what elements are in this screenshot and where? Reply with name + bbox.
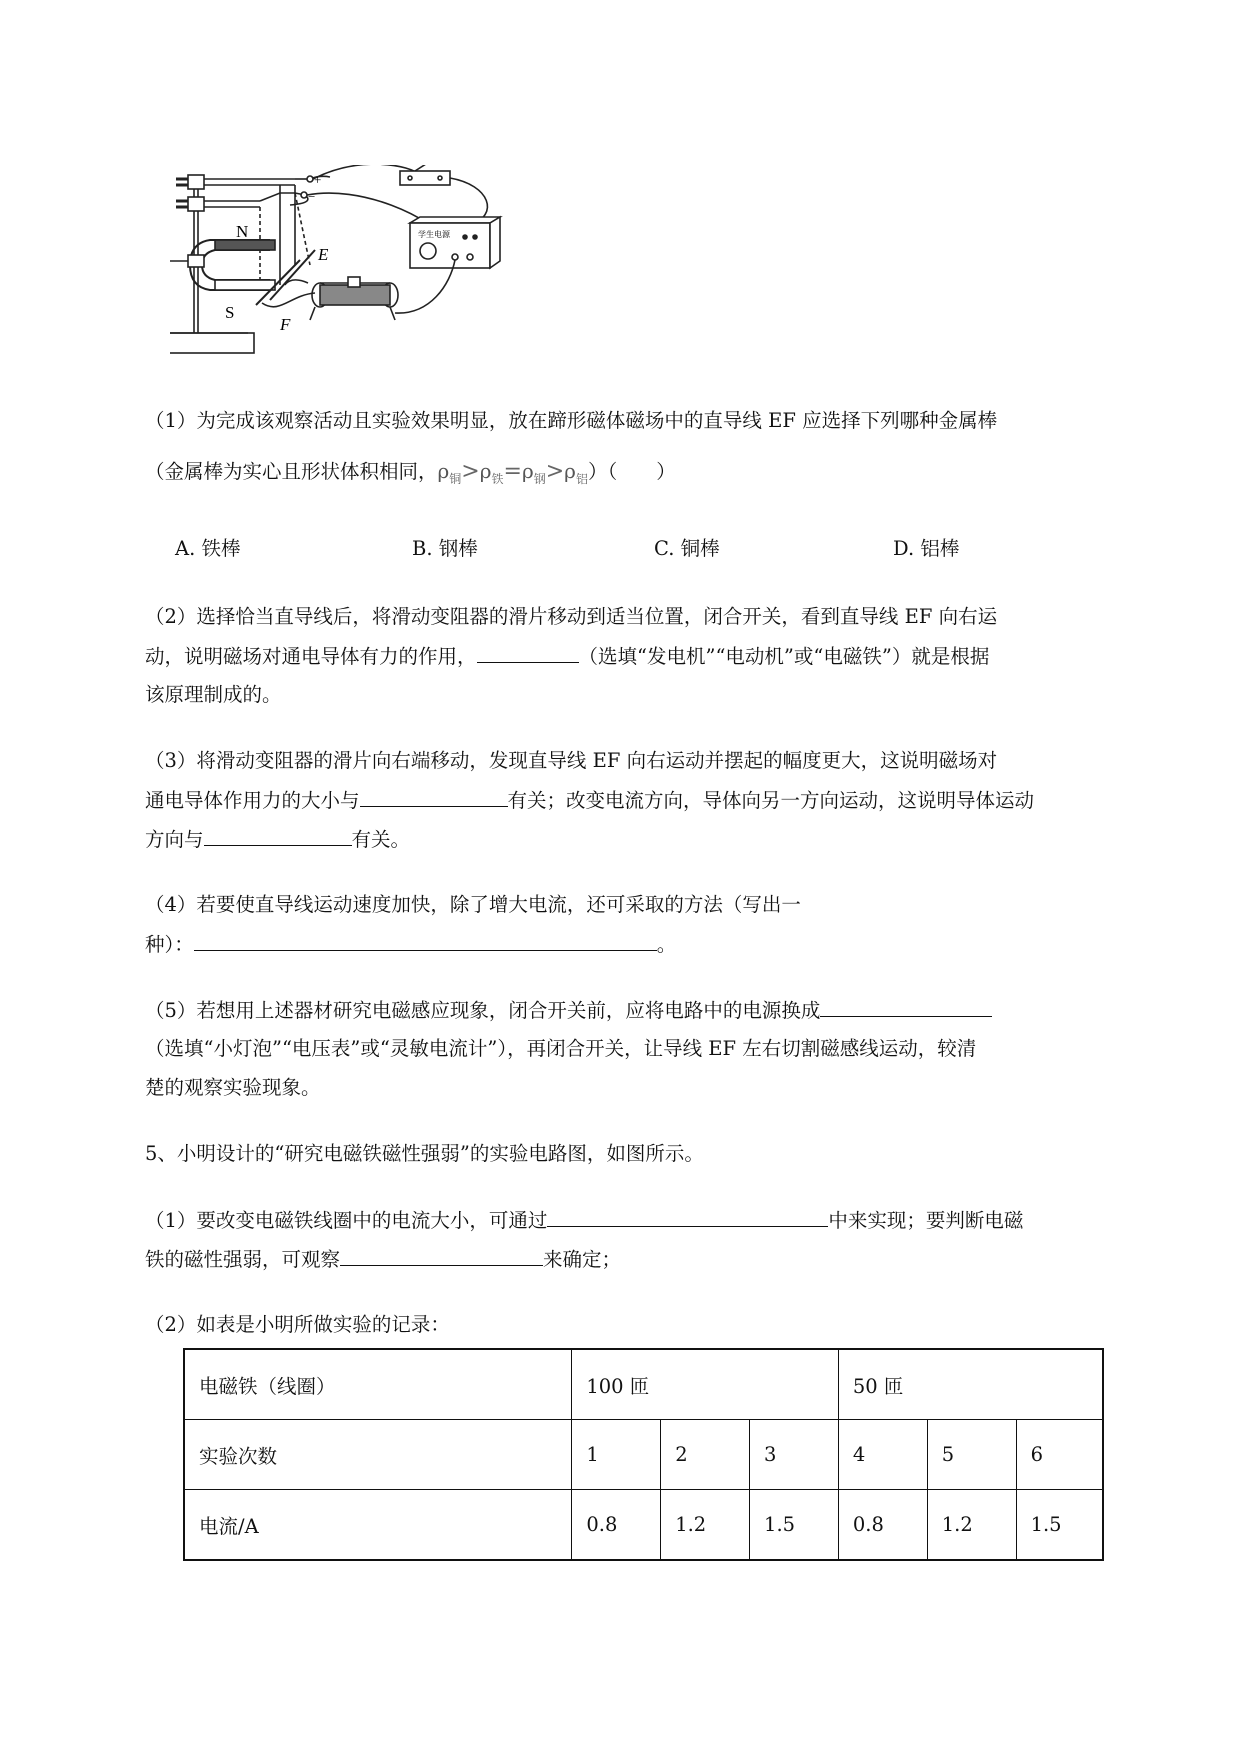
q3-line3: [145, 825, 1145, 854]
rho-aluminum-symbol: ρ: [564, 459, 576, 483]
problem5-part1-line1: [145, 1206, 1145, 1235]
experiment-record-table: [183, 1348, 1104, 1561]
q2-line2-a: 动，说明磁场对通电导体有力的作用，: [145, 645, 477, 668]
table-current-label: 电流/A: [184, 1490, 572, 1561]
table-cell: 3: [750, 1420, 839, 1490]
table-cell: 1.2: [661, 1490, 750, 1561]
rho-steel-subscript: 钢: [533, 472, 546, 486]
q2-line1: （2）选择恰当直导线后，将滑动变阻器的滑片移动到适当位置，闭合开关，看到直导线 EF 向右运: [145, 605, 998, 628]
rho-copper-symbol: ρ: [437, 459, 450, 483]
q4-line2-b: 。: [656, 933, 677, 956]
problem5-part1-line2: [145, 1245, 1145, 1274]
table-cell: 1.5: [1016, 1490, 1103, 1561]
table-cell: 5: [927, 1420, 1016, 1490]
table-group-50-turns: 50 匝: [838, 1349, 1103, 1420]
q1-line2-prefix: （金属棒为实心且形状体积相同，: [145, 460, 438, 483]
q5-line1: [145, 996, 1145, 1025]
choice-a: A. 铁棒: [175, 537, 241, 560]
table-cell: 1.5: [750, 1490, 839, 1561]
table-row-trials: [184, 1420, 1103, 1490]
greater-than-symbol: >: [545, 459, 565, 484]
greater-than-symbol: >: [461, 459, 480, 484]
rho-copper-subscript: 铜: [449, 472, 462, 486]
q5-line1-text: （5）若想用上述器材研究电磁感应现象，闭合开关前，应将电路中的电源换成: [145, 999, 821, 1022]
table-header-label: 电磁铁（线圈）: [184, 1349, 572, 1420]
table-cell: 0.8: [572, 1490, 661, 1561]
problem5-title: 5、小明设计的“研究电磁铁磁性强弱”的实验电路图，如图所示。: [145, 1142, 704, 1165]
problem5-answer-blank-2[interactable]: [340, 1245, 543, 1266]
choice-b: B. 钢棒: [412, 537, 478, 560]
rod-label-f: F: [280, 315, 291, 334]
magnet-label-s: S: [225, 303, 235, 322]
q3-line1: （3）将滑动变阻器的滑片向右端移动，发现直导线 EF 向右运动并摆起的幅度更大，这说明磁场对: [145, 749, 998, 772]
q2-line2: [145, 642, 1145, 671]
table-row-current: [184, 1490, 1103, 1561]
problem5-part2-intro: （2）如表是小明所做实验的记录：: [145, 1313, 450, 1336]
equals-symbol: =: [503, 459, 522, 484]
q1-line2: [145, 457, 1145, 493]
q1-line2-suffix: ）（ ）: [587, 460, 676, 483]
q5-line2: （选填“小灯泡”“电压表”或“灵敏电流计”），再闭合开关，让导线 EF 左右切割磁感线运动，较清: [145, 1037, 977, 1060]
rho-aluminum-subscript: 铝: [575, 472, 588, 486]
q3-line3-a: 方向与: [145, 828, 204, 851]
q1-line1: （1）为完成该观察活动且实验效果明显，放在蹄形磁体磁场中的直导线 EF 应选择下列哪种金属棒: [145, 409, 998, 432]
choice-c: C. 铜棒: [654, 537, 720, 560]
terminal-minus-label: −: [308, 189, 316, 204]
problem5-p1-line2-a: 铁的磁性强弱，可观察: [145, 1248, 341, 1271]
q4-answer-blank[interactable]: [194, 930, 657, 951]
rho-steel-symbol: ρ: [521, 459, 534, 483]
q4-line2-a: 种）：: [145, 933, 194, 956]
q2-line2-b: （选填“发电机”“电动机”或“电磁铁”）就是根据: [578, 645, 990, 668]
q4-line2: [145, 930, 1145, 959]
q3-answer-blank-2[interactable]: [204, 825, 352, 846]
problem5-p1-line2-b: 来确定；: [543, 1248, 622, 1271]
q2-line3: 该原理制成的。: [145, 683, 282, 706]
rho-iron-subscript: 铁: [491, 472, 504, 486]
magnet-label-n: N: [236, 222, 249, 241]
rho-iron-symbol: ρ: [479, 459, 492, 483]
problem5-answer-blank-1[interactable]: [547, 1206, 828, 1227]
table-cell: 6: [1016, 1420, 1103, 1490]
table-row-header: [184, 1349, 1103, 1420]
table-cell: 0.8: [838, 1490, 927, 1561]
q3-answer-blank-1[interactable]: [360, 786, 508, 807]
problem5-p1-line1-b: 中来实现；要判断电磁: [828, 1209, 1024, 1232]
q2-answer-blank[interactable]: [477, 642, 579, 663]
q4-line1: （4）若要使直导线运动速度加快，除了增大电流，还可采取的方法（写出一: [145, 893, 801, 916]
table-cell: 4: [838, 1420, 927, 1490]
q5-answer-blank[interactable]: [820, 996, 992, 1017]
table-trials-label: 实验次数: [184, 1420, 572, 1490]
choice-d: D. 铝棒: [893, 537, 960, 560]
q3-line3-b: 有关。: [351, 828, 411, 851]
table-cell: 1.2: [927, 1490, 1016, 1561]
q3-line2: [145, 786, 1145, 815]
table-group-100-turns: 100 匝: [572, 1349, 839, 1420]
q3-line2-a: 通电导体作用力的大小与: [145, 789, 360, 812]
terminal-plus-label: +: [314, 172, 322, 187]
experiment-apparatus-figure: [170, 165, 600, 365]
q5-line3: 楚的观察实验现象。: [145, 1076, 321, 1099]
table-cell: 2: [661, 1420, 750, 1490]
problem5-p1-line1-a: （1）要改变电磁铁线圈中的电流大小，可通过: [145, 1209, 548, 1232]
rod-label-e: E: [318, 245, 329, 264]
table-cell: 1: [572, 1420, 661, 1490]
power-supply-label: 学生电源: [418, 230, 450, 239]
q3-line2-b: 有关；改变电流方向，导体向另一方向运动，这说明导体运动: [507, 789, 1035, 812]
